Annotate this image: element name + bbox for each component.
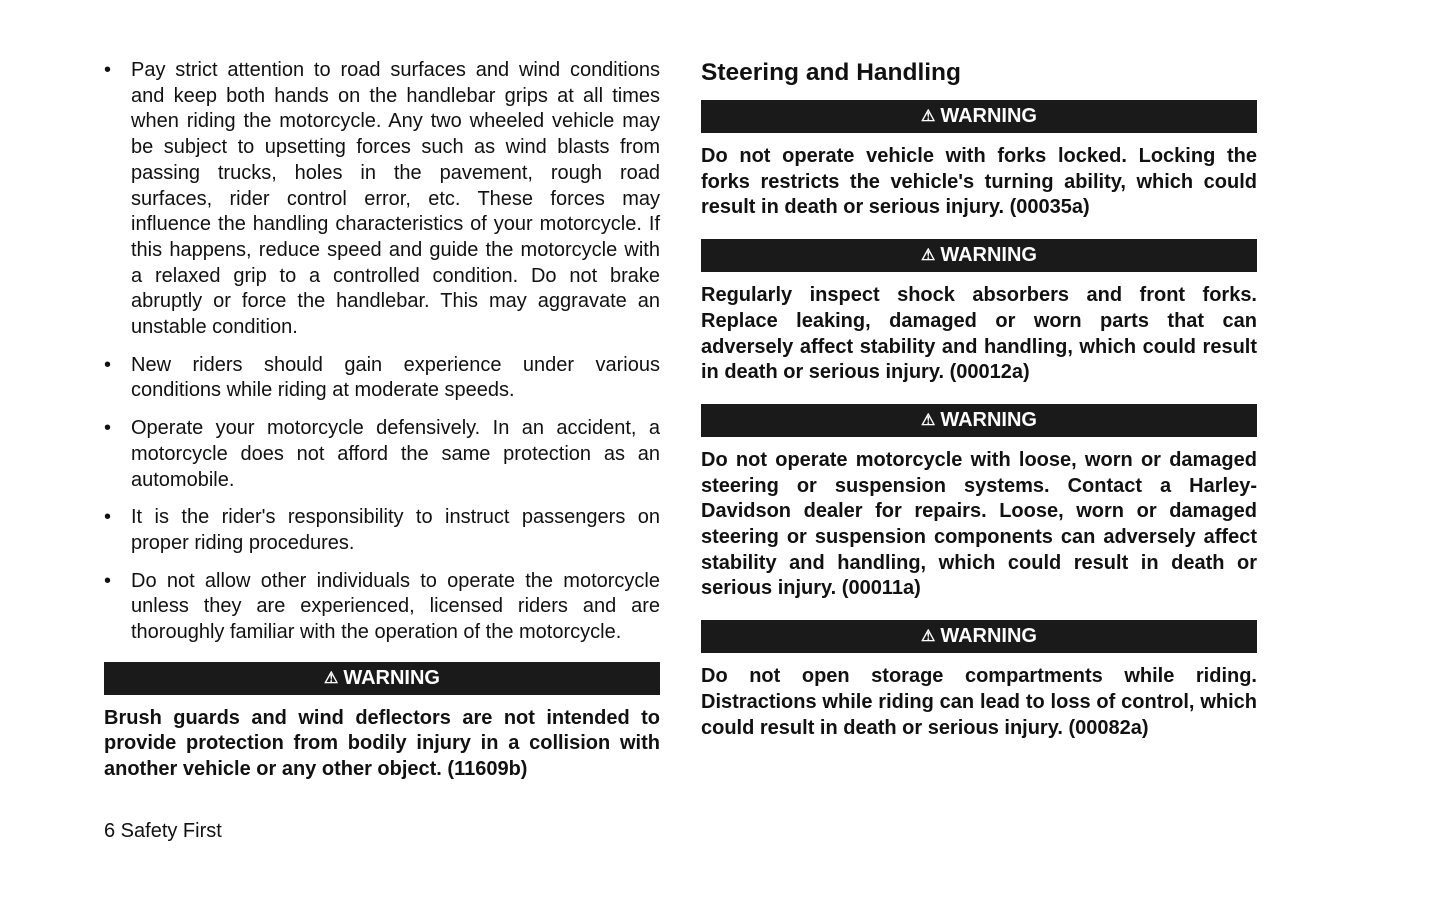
- warning-triangle-icon: ⚠: [920, 247, 936, 265]
- warning-block: [701, 620, 1257, 741]
- warning-label: WARNING: [940, 244, 1037, 267]
- warning-text: Do not open storage compartments while riding. Distractions while riding can lead to loss of control, which could result in death or serious injury. (00082a): [701, 665, 1257, 739]
- warning-text: Do not operate vehicle with forks locked. Locking the forks restricts the vehicle's turning ability, which could result in death or serious injury. (00035a): [701, 145, 1257, 219]
- bullet-item: • It is the rider's responsibility to instruct passengers on proper riding procedures.: [104, 505, 660, 556]
- warning-block: [701, 404, 1257, 602]
- warning-triangle-icon: ⚠: [920, 108, 936, 125]
- warning-text: Brush guards and wind deflectors are not intended to provide protection from bodily injury in a collision with another vehicle or any other object. (11609b): [104, 706, 660, 781]
- warning-triangle-icon: ⚠: [920, 628, 936, 646]
- warning-bar: [104, 662, 660, 695]
- warning-label: WARNING: [940, 625, 1037, 648]
- warning-block: [701, 239, 1257, 386]
- page-footer: 6 Safety First: [104, 820, 222, 842]
- bullet-item: • New riders should gain experience under various conditions while riding at moderate speeds.: [104, 353, 660, 404]
- warning-block: [104, 662, 660, 783]
- section-title: Steering and Handling: [701, 59, 961, 86]
- right-column: [701, 58, 1257, 741]
- bullet-item: • Operate your motorcycle defensively. In an accident, a motorcycle does not afford the same protection as an automobile.: [104, 416, 660, 493]
- bullet-item: • Pay strict attention to road surfaces and wind conditions and keep both hands on the handlebar grips at all times when riding the motorcycle. Any two wheeled vehicle may be subject to upsetting forces such as wind blasts from passing trucks, holes in the pavement, rough road surfaces, rider control error, etc. These forces may influence the handling characteristics of your motorcycle. If this happens, reduce speed and guide the motorcycle with a relaxed grip to a controlled condition. Do not brake abruptly or force the handlebar. This may aggravate an unstable condition.: [104, 58, 660, 341]
- safety-bullet-list: [104, 58, 660, 646]
- warning-bar: [701, 239, 1257, 272]
- left-column: [104, 58, 660, 783]
- bullet-item: • Do not allow other individuals to operate the motorcycle unless they are experienced, licensed riders and are thoroughly familiar with the operation of the motorcycle.: [104, 569, 660, 646]
- warning-label: WARNING: [940, 408, 1037, 431]
- warning-text: Regularly inspect shock absorbers and front forks. Replace leaking, damaged or worn parts that can adversely affect stability and handling, which could result in death or serious injury. (00012a): [701, 284, 1257, 384]
- warning-bar: [701, 404, 1257, 437]
- warning-triangle-icon: ⚠: [920, 411, 936, 429]
- warning-triangle-icon: ⚠: [323, 669, 339, 687]
- warning-label: WARNING: [940, 105, 1037, 127]
- warning-bar: [701, 620, 1257, 653]
- warning-text: Do not operate motorcycle with loose, worn or damaged steering or suspension systems. Contact a Harley-Davidson dealer for repairs. Loose, worn or damaged steering or suspension components can adversely affect stability and handling, which could result in death or serious injury. (00011a): [701, 448, 1257, 600]
- warning-bar: [701, 100, 1257, 133]
- warning-block: [701, 100, 1257, 221]
- warning-label: WARNING: [343, 666, 440, 689]
